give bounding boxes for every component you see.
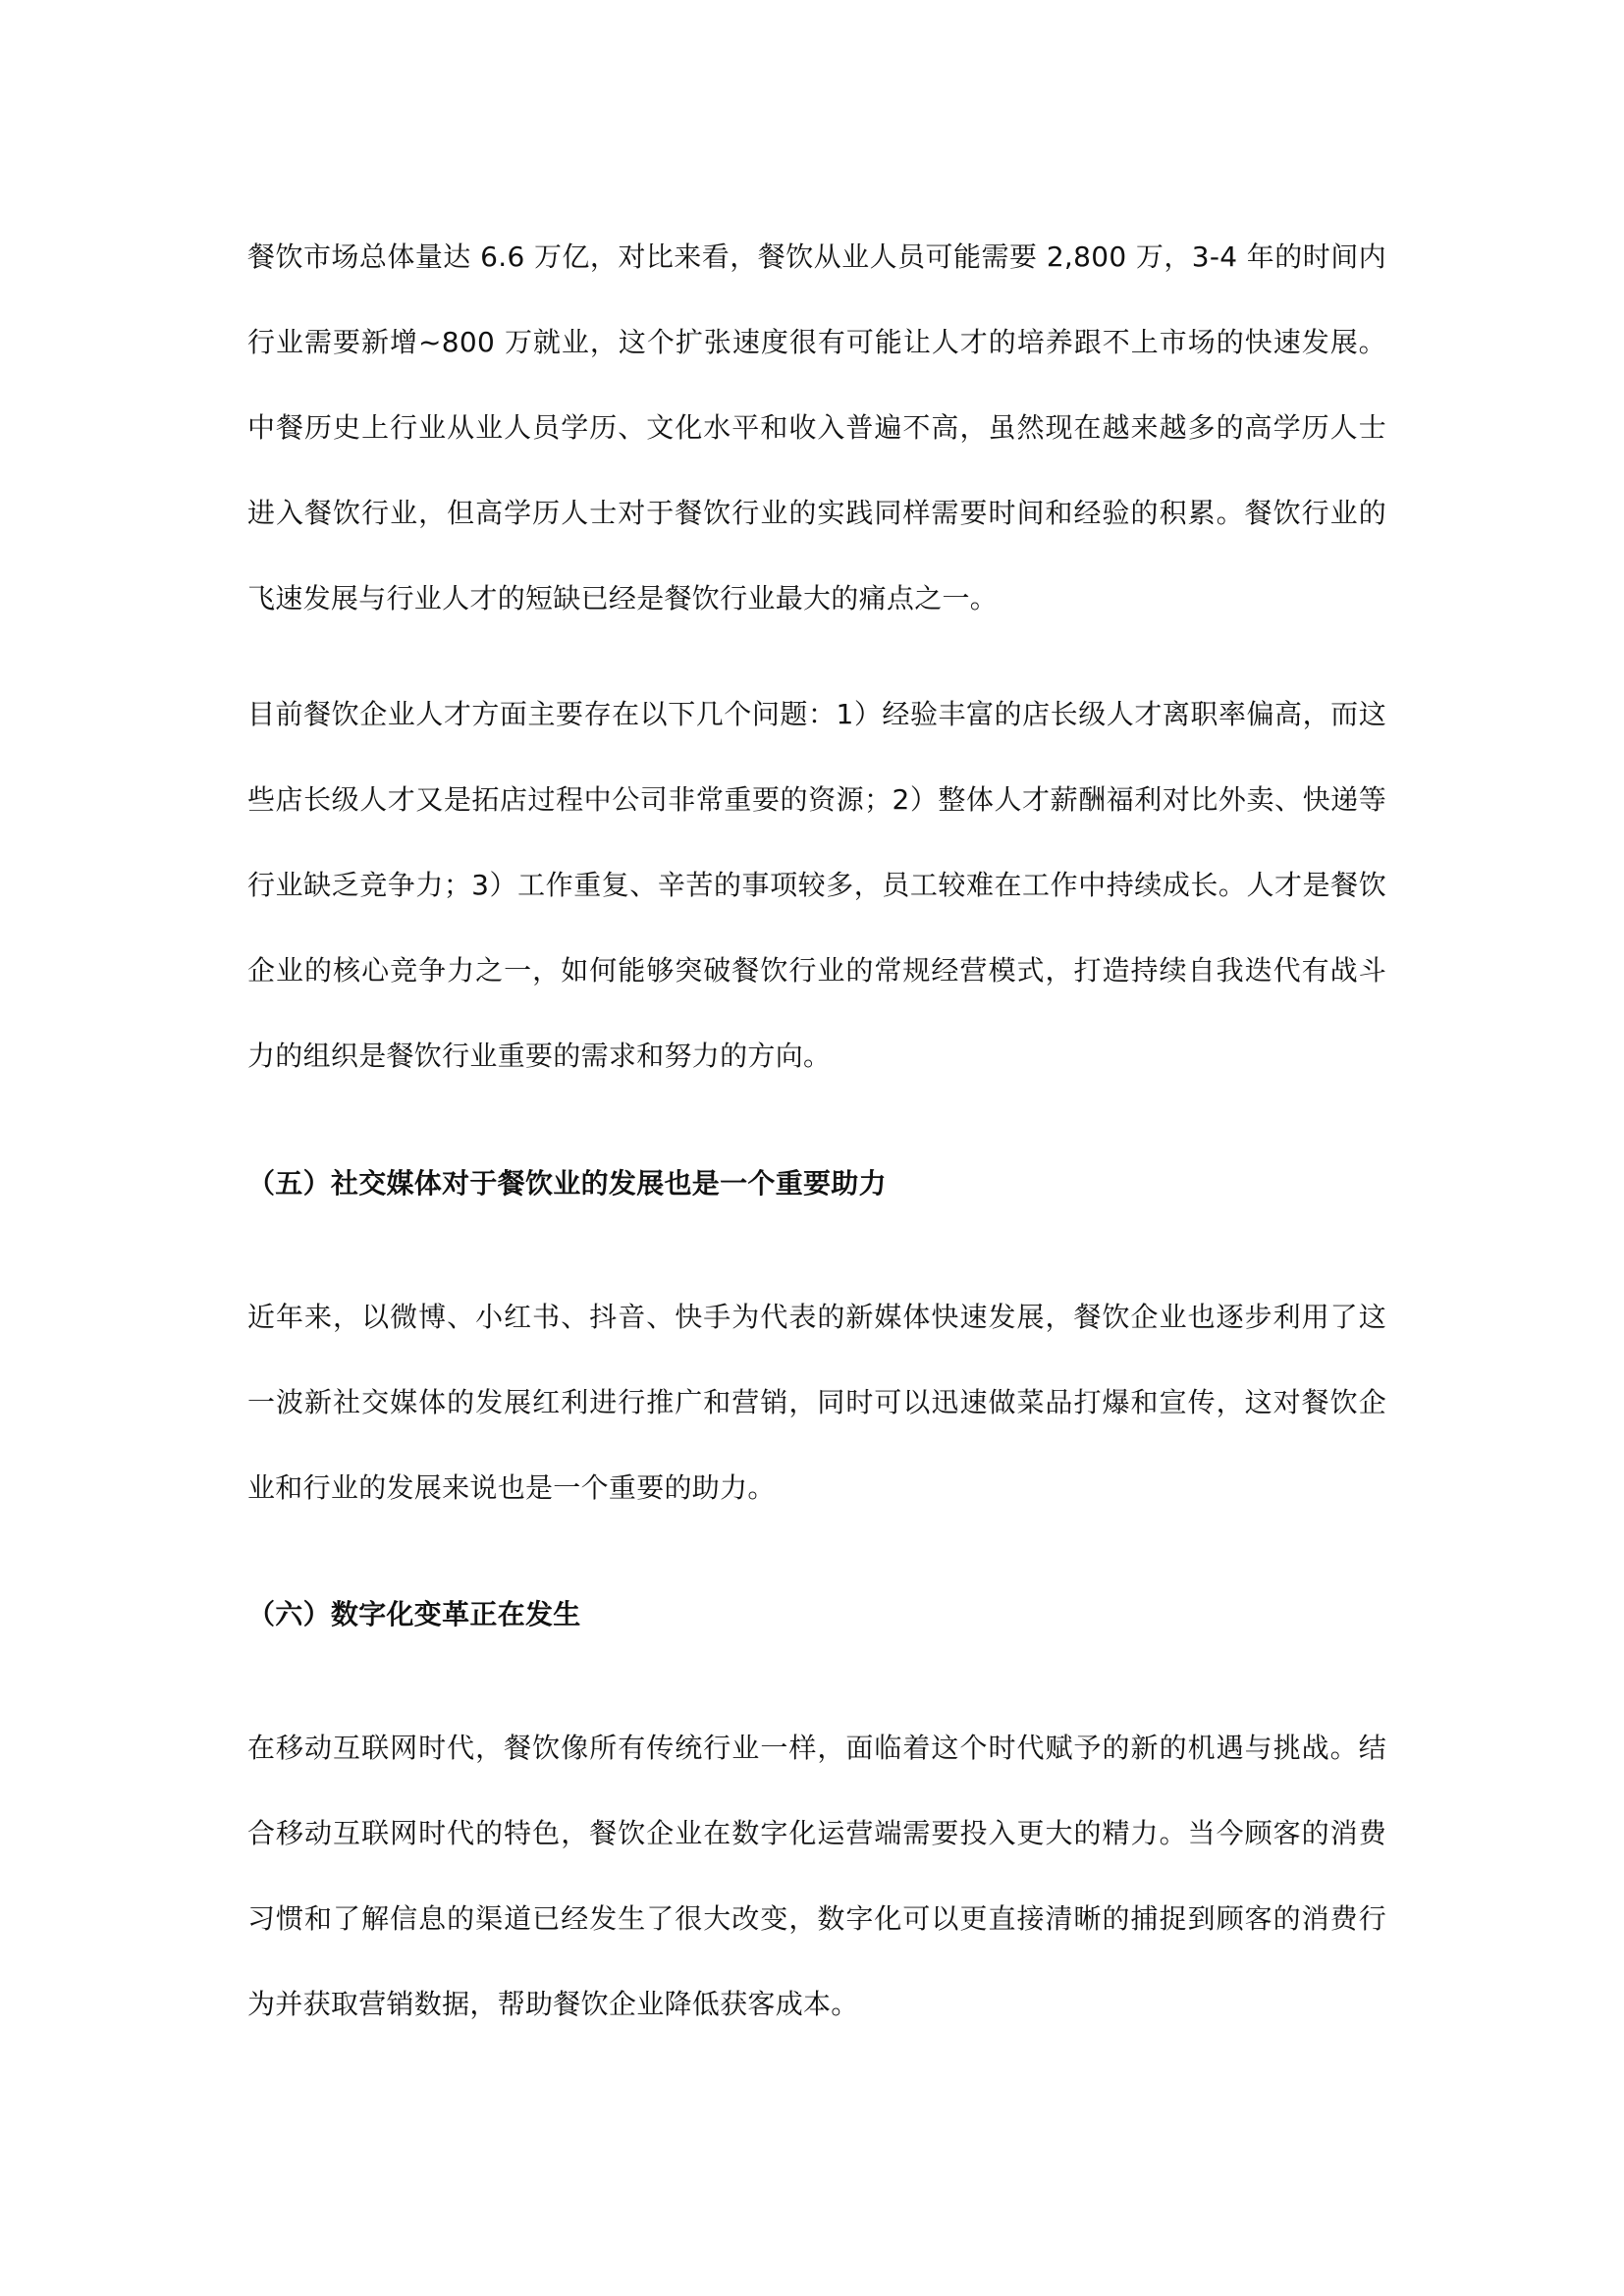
document-page <box>247 214 1386 2047</box>
paragraph-social-media: 近年来，以微博、小红书、抖音、快手为代表的新媒体快速发展，餐饮企业也逐步利用了这一波新社交媒体的发展红利进行推广和营销，同时可以迅速做菜品打爆和宣传，这对餐饮企业和行业的发展来说也是一个重要的助力。 <box>247 1301 1386 1504</box>
paragraph-talent-shortage: 餐饮市场总体量达 6.6 万亿，对比来看，餐饮从业人员可能需要 2,800 万，3-4 年的时间内行业需要新增~800 万就业，这个扩张速度很有可能让人才的培养跟不上市场的快速发展。中餐历史上行业从业人员学历、文化水平和收入普遍不高，虽然现在越来越多的高学历人士进入餐饮行业，但高学历人士对于餐饮行业的实践同样需要时间和经验的积累。餐饮行业的飞速发展与行业人才的短缺已经是餐饮行业最大的痛点之一。 <box>247 240 1386 614</box>
paragraph-talent-problems: 目前餐饮企业人才方面主要存在以下几个问题：1）经验丰富的店长级人才离职率偏高，而这些店长级人才又是拓店过程中公司非常重要的资源；2）整体人才薪酬福利对比外卖、快递等行业缺乏竞争力；3）工作重复、辛苦的事项较多，员工较难在工作中持续成长。人才是餐饮企业的核心竞争力之一，如何能够突破餐饮行业的常规经营模式，打造持续自我迭代有战斗力的组织是餐饮行业重要的需求和努力的方向。 <box>247 698 1386 1072</box>
paragraph-digitalization: 在移动互联网时代，餐饮像所有传统行业一样，面临着这个时代赋予的新的机遇与挑战。结合移动互联网时代的特色，餐饮企业在数字化运营端需要投入更大的精力。当今顾客的消费习惯和了解信息的渠道已经发生了很大改变，数字化可以更直接清晰的捕捉到顾客的消费行为并获取营销数据，帮助餐饮企业降低获客成本。 <box>247 1732 1386 2020</box>
section-heading-digitalization: （六）数字化变革正在发生 <box>247 1598 581 1630</box>
section-heading-social-media: （五）社交媒体对于餐饮业的发展也是一个重要助力 <box>247 1167 887 1200</box>
